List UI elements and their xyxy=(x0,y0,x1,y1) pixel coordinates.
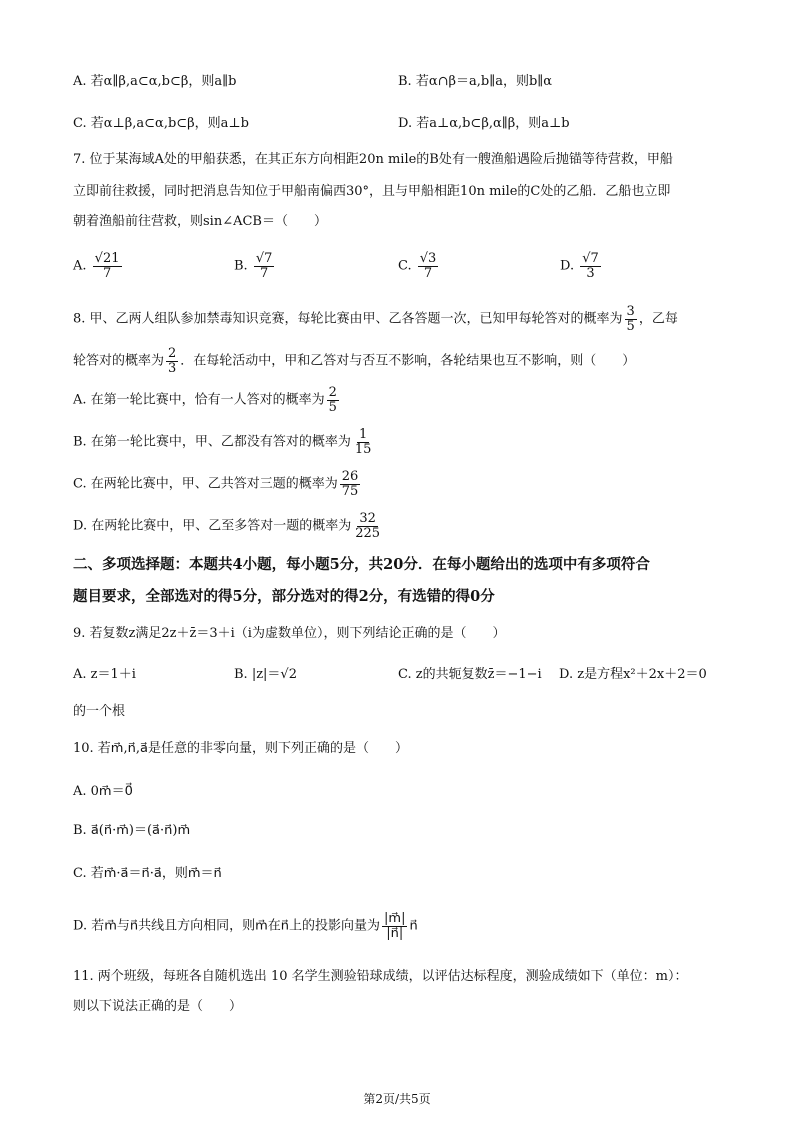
q8-option-b xyxy=(73,428,375,456)
q7-option-a-label: A. xyxy=(73,258,87,274)
q8-option-a xyxy=(73,386,341,414)
q8-prob-b-num: 2 xyxy=(168,346,177,361)
section-2-heading-line-2: 题目要求，全部选对的得5分，部分选对的得2分，有选错的得0分 xyxy=(73,588,495,605)
q7-option-c-label: C. xyxy=(398,258,412,274)
q7-option-c xyxy=(398,252,440,280)
q10-option-d-num: |m⃗| xyxy=(384,911,406,926)
q10-option-c: C. 若m⃗·a⃗＝n⃗·a⃗，则m⃗＝n⃗ xyxy=(73,866,222,881)
q8-option-a-text: A. 在第一轮比赛中，恰有一人答对的概率为 xyxy=(73,392,325,408)
q7-option-b-num: √7 xyxy=(255,251,273,266)
q7-option-c-fraction xyxy=(418,252,439,280)
q7-option-d-label: D. xyxy=(560,258,575,274)
q10-option-a: A. 0m⃗＝0⃗ xyxy=(73,784,133,799)
q6-option-d: D. 若a⊥α,b⊂β,α∥β，则a⊥b xyxy=(398,116,570,131)
q8-stem-line-2 xyxy=(73,347,635,375)
q7-stem-line-3: 朝着渔船前往营救，则sin∠ACB＝（ ） xyxy=(73,214,327,229)
q8-option-b-fraction xyxy=(353,428,374,456)
q8-option-c-fraction xyxy=(340,470,361,498)
q8-option-d-fraction xyxy=(353,512,382,540)
q9-option-d-continued: 的一个根 xyxy=(73,704,126,719)
q8-option-a-den: 5 xyxy=(328,399,337,415)
q8-option-d xyxy=(73,512,384,540)
q10-option-d-tail: n⃗ xyxy=(409,918,418,934)
q6-option-b: B. 若α∩β＝a,b∥a，则b∥α xyxy=(398,74,553,89)
q7-option-c-den: 7 xyxy=(423,265,433,281)
q10-stem: 10. 若m⃗,n⃗,a⃗是任意的非零向量，则下列正确的是（ ） xyxy=(73,741,408,756)
q6-option-c: C. 若α⊥β,a⊂α,b⊂β，则a⊥b xyxy=(73,116,249,131)
q7-option-c-num: √3 xyxy=(419,251,437,266)
section-2-heading-line-1: 二、多项选择题：本题共4小题，每小题5分，共20分．在每小题给出的选项中有多项符合 xyxy=(73,556,650,573)
q8-option-b-text: B. 在第一轮比赛中，甲、乙都没有答对的概率为 xyxy=(73,434,351,450)
q10-option-b: B. a⃗(n⃗·m⃗)＝(a⃗·n⃗)m⃗ xyxy=(73,823,191,838)
q7-option-d xyxy=(560,252,603,280)
q11-stem-line-2: 则以下说法正确的是（ ） xyxy=(73,999,243,1014)
q8-prob-b-fraction xyxy=(166,347,178,375)
page-footer: 第2页/共5页 xyxy=(363,1092,431,1106)
q8-stem-line-2-text: 轮答对的概率为 xyxy=(73,353,165,369)
q9-stem: 9. 若复数z满足2z＋z̄＝3＋i（i为虚数单位），则下列结论正确的是（ ） xyxy=(73,626,506,641)
q8-option-c-num: 26 xyxy=(341,469,359,484)
q8-prob-a-fraction xyxy=(625,305,637,333)
q8-prob-a-den: 5 xyxy=(626,318,635,334)
q8-stem-line-1-tail: ，乙每 xyxy=(638,311,678,327)
q8-option-b-den: 15 xyxy=(354,441,372,457)
q8-option-b-num: 1 xyxy=(358,427,368,442)
q8-prob-b-den: 3 xyxy=(168,360,177,376)
q7-stem-line-1: 7. 位于某海域A处的甲船获悉，在其正东方向相距20n mile的B处有一艘渔船遇险后抛锚等待营救，甲船 xyxy=(73,152,673,167)
q7-option-a xyxy=(73,252,124,280)
q7-option-b-fraction xyxy=(254,252,275,280)
q8-option-d-den: 225 xyxy=(355,525,381,541)
q11-stem-line-1: 11. 两个班级，每班各自随机选出 10 名学生测验铅球成绩，以评估达标程度，测验成绩如下（单位：m）： xyxy=(73,969,688,984)
q8-stem-line-2-tail: ．在每轮活动中，甲和乙答对与否互不影响，各轮结果也互不影响，则（ ） xyxy=(180,353,636,369)
q7-option-a-den: 7 xyxy=(102,265,112,281)
q8-option-a-num: 2 xyxy=(328,385,337,400)
q8-option-d-text: D. 在两轮比赛中，甲、乙至多答对一题的概率为 xyxy=(73,518,352,534)
q9-option-b: B. |z|＝√2 xyxy=(234,667,297,682)
q9-option-a: A. z＝1＋i xyxy=(73,667,136,682)
q7-option-a-fraction xyxy=(93,252,122,280)
q10-option-d-fraction xyxy=(382,912,407,940)
q7-option-b-den: 7 xyxy=(259,265,269,281)
q10-option-d-text: D. 若m⃗与n⃗共线且方向相同，则m⃗在n⃗上的投影向量为 xyxy=(73,918,381,934)
q7-option-a-num: √21 xyxy=(94,251,120,266)
q9-option-d: D. z是方程x²＋2x＋2＝0 xyxy=(559,667,707,682)
q9-option-c: C. z的共轭复数z̄＝−1−i xyxy=(398,667,542,682)
q8-option-c-text: C. 在两轮比赛中，甲、乙共答对三题的概率为 xyxy=(73,476,338,492)
q8-option-a-fraction xyxy=(327,386,339,414)
q6-option-a: A. 若α∥β,a⊂α,b⊂β，则a∥b xyxy=(73,74,237,89)
q8-stem-line-1-text: 8. 甲、乙两人组队参加禁毒知识竞赛，每轮比赛由甲、乙各答题一次，已知甲每轮答对的概率为 xyxy=(73,311,623,327)
q7-stem-line-2: 立即前往救援，同时把消息告知位于甲船南偏西30°，且与甲船相距10n mile的C处的乙船．乙船也立即 xyxy=(73,184,671,199)
q8-stem-line-1 xyxy=(73,305,678,333)
q7-option-b-label: B. xyxy=(234,258,248,274)
q7-option-d-den: 3 xyxy=(586,265,595,281)
q8-prob-a-num: 3 xyxy=(626,304,635,319)
q7-option-d-fraction xyxy=(580,252,601,280)
q10-option-d-den: |n⃗| xyxy=(386,925,404,941)
q8-option-c xyxy=(73,470,362,498)
q10-option-d xyxy=(73,912,418,940)
q8-option-d-num: 32 xyxy=(359,511,376,526)
q7-option-d-num: √7 xyxy=(582,251,599,266)
q8-option-c-den: 75 xyxy=(341,483,359,499)
q7-option-b xyxy=(234,252,276,280)
